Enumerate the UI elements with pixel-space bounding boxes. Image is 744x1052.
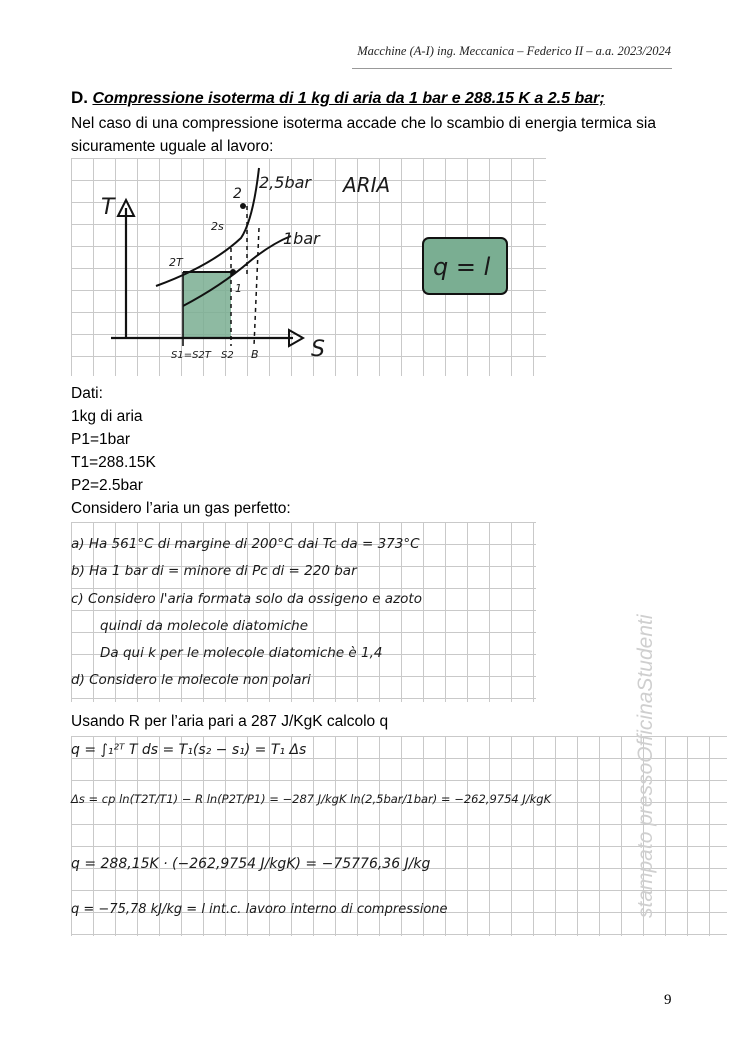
assumption-note-a: a) Ha 561°C di margine di 200°C dai Tc da = 373°C xyxy=(71,536,420,552)
label-aria: ARIA xyxy=(343,173,391,197)
label-point-1: 1 xyxy=(235,282,242,295)
assumption-note-b: b) Ha 1 bar di = minore di Pc di = 220 bar xyxy=(71,563,357,579)
tick-s2: S2 xyxy=(221,350,234,361)
page-header: Macchine (A-I) ing. Meccanica – Federico II – a.a. 2023/2024 xyxy=(357,44,671,58)
calc-line-4: q = −75,78 kJ/kg = l int.c. lavoro interno di compressione xyxy=(71,902,448,917)
point-1-dot xyxy=(230,269,236,275)
watermark-text: stampato pressoOfficinaStudenti xyxy=(634,614,657,918)
header-rule xyxy=(352,68,672,69)
s-axis-label: S xyxy=(311,337,325,362)
intro-line-2: sicuramente uguale al lavoro: xyxy=(71,138,274,155)
q-equals-l-text: q = l xyxy=(433,253,491,281)
data-item-4: P2=2.5bar xyxy=(71,477,143,494)
page-number: 9 xyxy=(664,992,672,1008)
ts-diagram-grid xyxy=(71,158,546,376)
calc-line-3: q = 288,15K · (−262,9754 J/kgK) = −75776,36 J/kg xyxy=(71,856,431,872)
intro-line-1: Nel caso di una compressione isoterma accade che lo scambio di energia termica sia xyxy=(71,115,656,132)
section-title-text: Compressione isoterma di 1 kg di aria da 1 bar e 288.15 K a 2.5 bar; xyxy=(92,90,605,107)
label-1bar: 1bar xyxy=(283,229,320,248)
calc-line-1: q = ∫₁²ᵀ T ds = T₁(s₂ − s₁) = T₁ Δs xyxy=(71,742,307,758)
assumption-note-c: c) Considero l'aria formata solo da ossigeno e azoto xyxy=(71,591,422,607)
data-item-3: T1=288.15K xyxy=(71,454,156,471)
calc-intro: Usando R per l’aria pari a 287 J/KgK calcolo q xyxy=(71,713,389,730)
label-point-2s: 2s xyxy=(211,220,224,233)
calc-line-2: Δs = cp ln(T2T/T1) − R ln(P2T/P1) = −287 J/kgK ln(2,5bar/1bar) = −262,9754 J/kgK xyxy=(71,792,552,806)
label-point-2: 2 xyxy=(233,186,242,202)
tick-s1: S1=S2T xyxy=(171,350,211,361)
data-heading: Dati: xyxy=(71,385,103,402)
tick-b: B xyxy=(251,348,259,361)
ts-diagram xyxy=(71,158,546,376)
label-2-5bar: 2,5bar xyxy=(259,173,311,192)
t-axis-label: T xyxy=(101,195,115,220)
assumption-note-c3: Da qui k per le molecole diatomiche è 1,4 xyxy=(100,645,383,661)
watermark xyxy=(630,530,660,920)
assumption-text: Considero l’aria un gas perfetto: xyxy=(71,500,291,517)
section-letter: D. xyxy=(71,88,88,107)
label-point-2T: 2T xyxy=(169,256,183,269)
point-2-dot xyxy=(240,203,246,209)
b-vertical xyxy=(254,228,259,346)
data-item-1: 1kg di aria xyxy=(71,408,143,425)
section-title xyxy=(71,88,605,108)
data-item-2: P1=1bar xyxy=(71,431,131,448)
assumption-note-d: d) Considero le molecole non polari xyxy=(71,672,311,688)
assumption-note-c2: quindi da molecole diatomiche xyxy=(100,618,309,634)
